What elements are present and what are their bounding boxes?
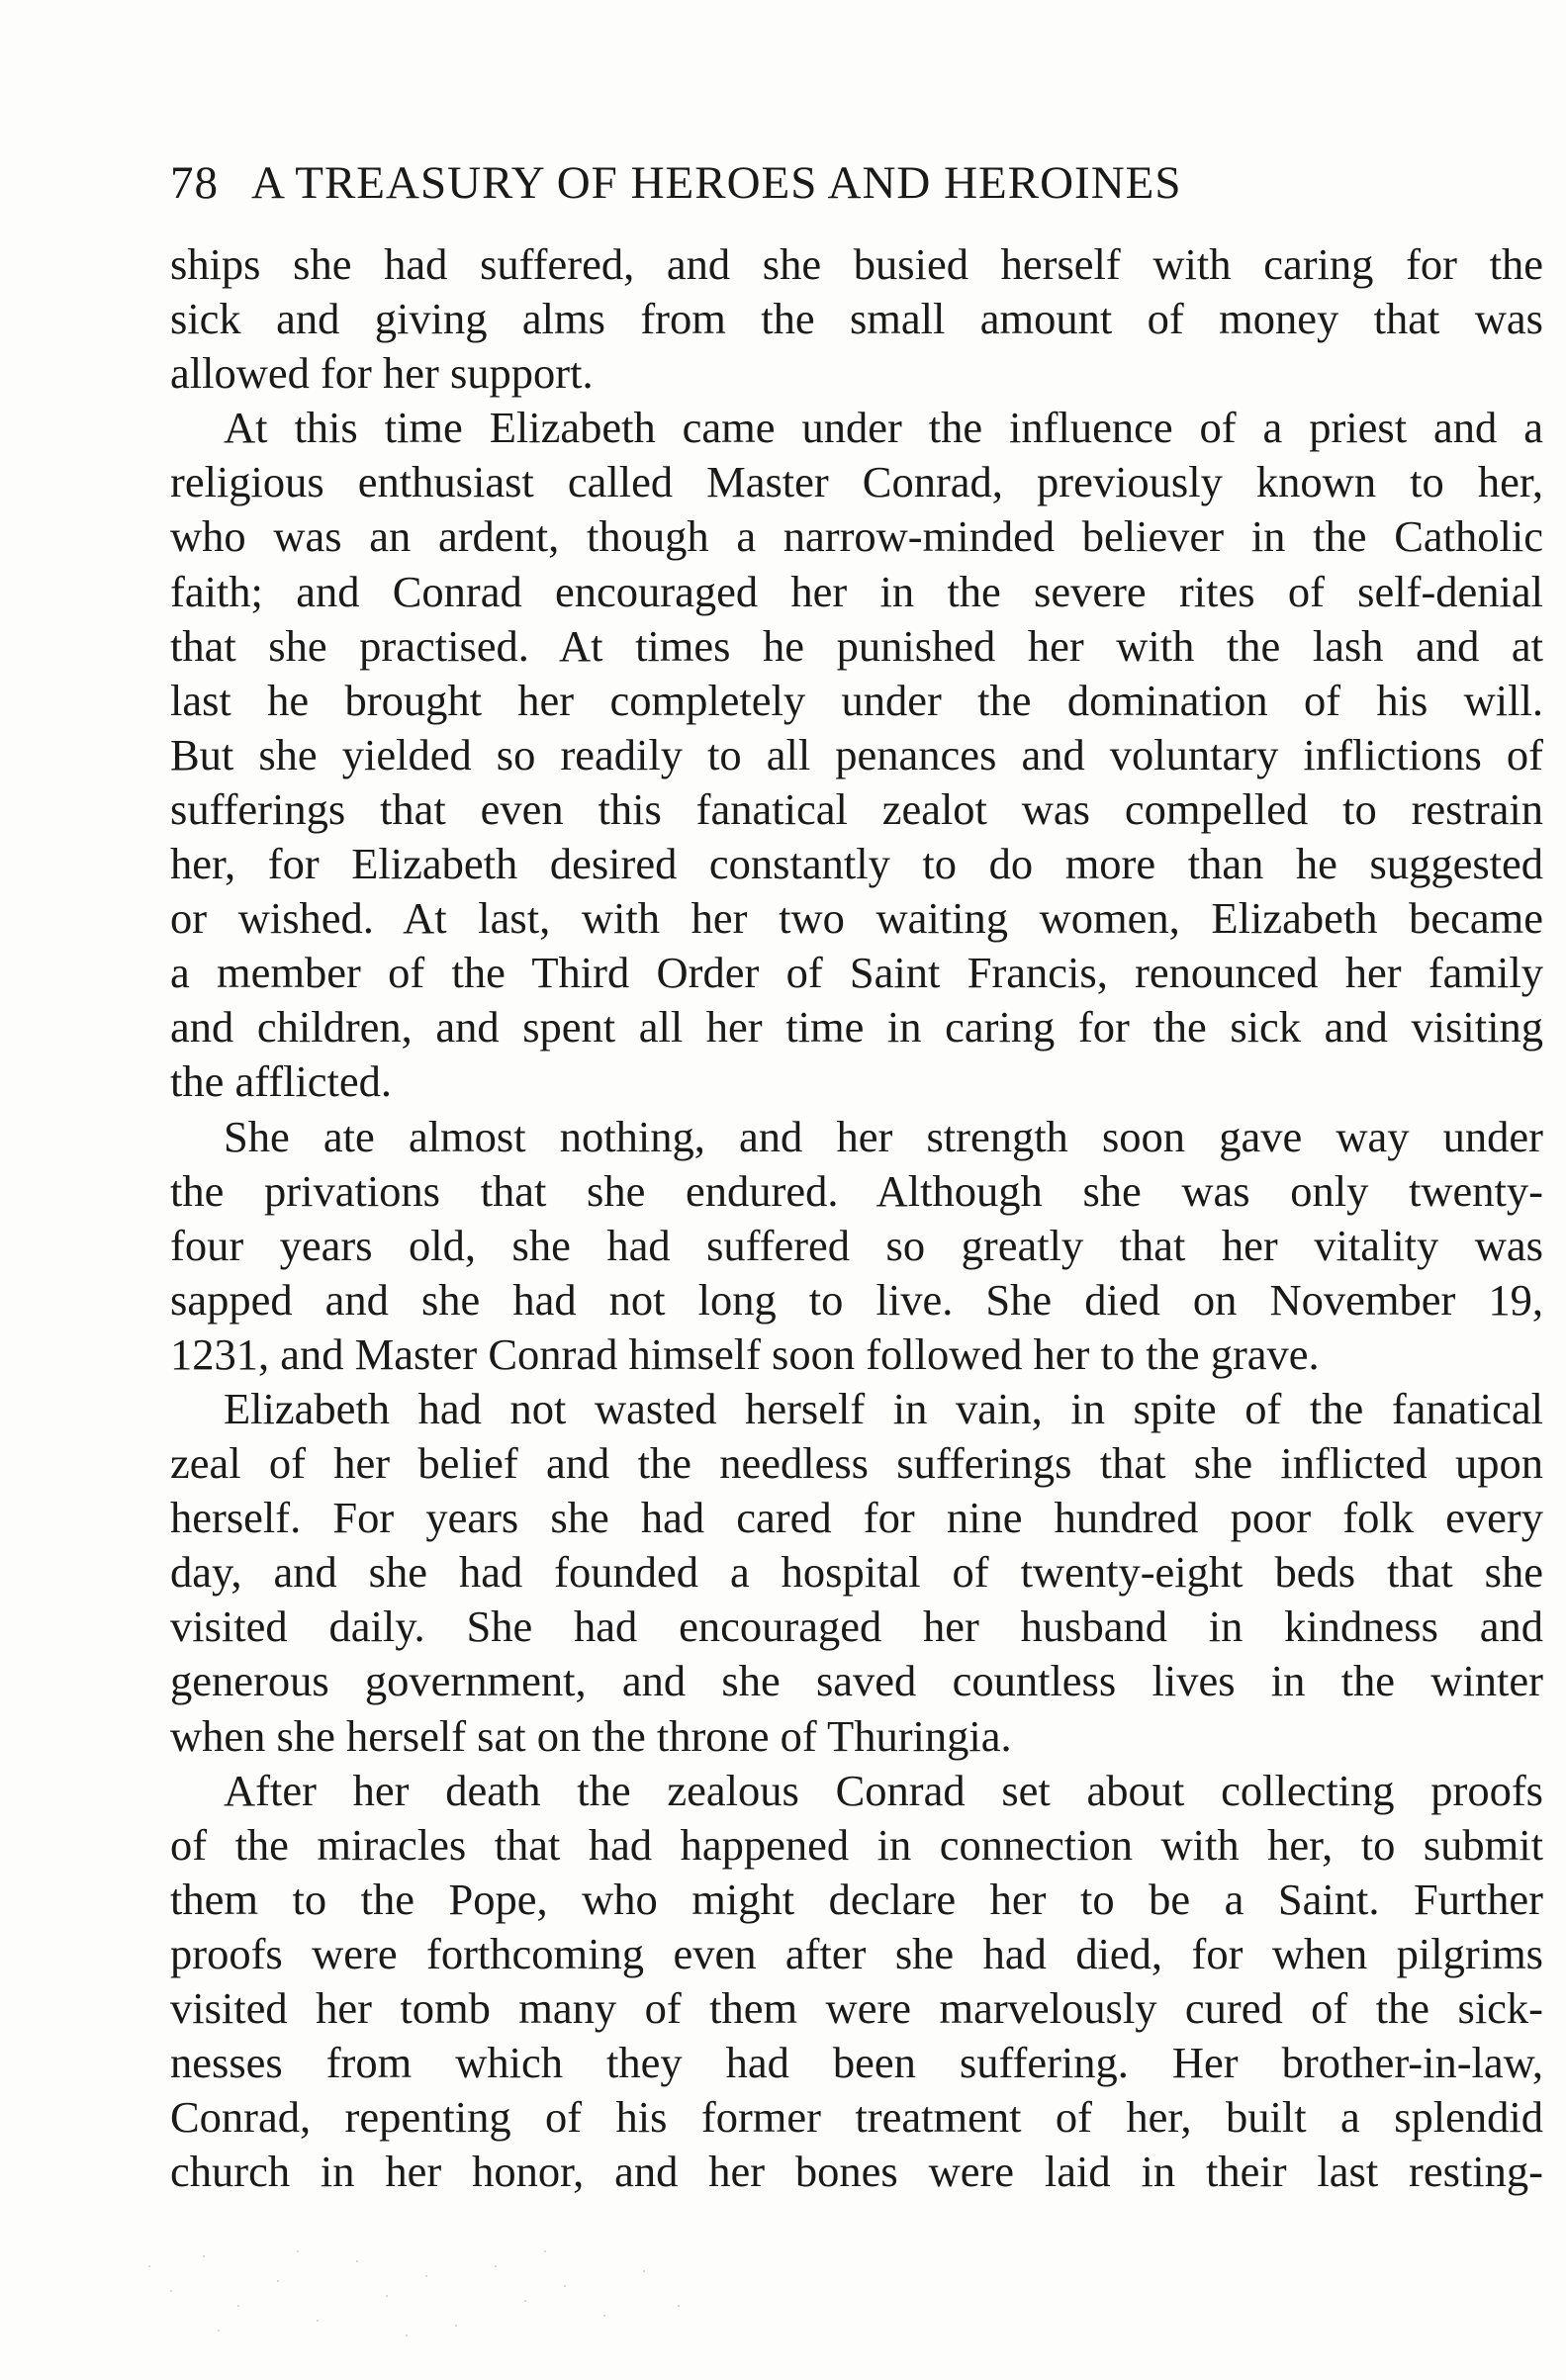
running-title: A TREASURY OF HEROES AND HEROINES: [251, 157, 1182, 209]
text-line: her, for Elizabeth desired constantly to do more than he suggested: [170, 839, 1543, 889]
text-line: sick and giving alms from the small amount of money that was: [170, 294, 1543, 344]
text-line: the afflicted.: [170, 1056, 393, 1107]
text-line: visited her tomb many of them were marvelously cured of the sick-: [170, 1983, 1543, 2033]
paper-speck: [386, 2295, 388, 2297]
paper-speck: [170, 2290, 172, 2292]
paper-speck: [544, 2250, 546, 2252]
paper-speck: [356, 2260, 358, 2262]
paper-speck: [203, 2255, 205, 2257]
text-line: and children, and spent all her time in caring for the sick and visiting: [170, 1002, 1543, 1053]
paper-speck: [564, 2285, 566, 2287]
text-line: of the miracles that had happened in connection with her, to submit: [170, 1819, 1543, 1870]
paper-speck: [643, 2270, 645, 2272]
paper-speck: [218, 2330, 220, 2332]
text-line: last he brought her completely under the domination of his will.: [170, 675, 1543, 725]
text-line: At this time Elizabeth came under the influence of a priest and a: [224, 403, 1543, 453]
text-line: ships she had suffered, and she busied herself with caring for the: [170, 239, 1543, 289]
text-line: zeal of her belief and the needless sufferings that she inflicted upon: [170, 1438, 1543, 1489]
paper-speck: [297, 2250, 299, 2252]
paper-speck: [406, 2334, 408, 2336]
paper-speck: [425, 2275, 427, 2277]
body-text: [170, 237, 1543, 2199]
running-header: [170, 148, 1397, 218]
text-line: Elizabeth had not wasted herself in vain, in spite of the fanatical: [224, 1383, 1543, 1433]
paper-speck: [495, 2265, 497, 2267]
text-line: four years old, she had suffered so greatly that her vitality was: [170, 1220, 1543, 1270]
text-line: sufferings that even this fanatical zealot was compelled to restrain: [170, 783, 1543, 834]
text-line: visited daily. She had encouraged her husband in kindness and: [170, 1602, 1543, 1652]
text-line: religious enthusiast called Master Conrad, previously known to her,: [170, 457, 1543, 507]
text-line: She ate almost nothing, and her strength soon gave way under: [224, 1111, 1543, 1161]
text-line: or wished. At last, with her two waiting women, Elizabeth became: [170, 893, 1543, 944]
paper-speck: [148, 2265, 150, 2267]
text-line: that she practised. At times he punished her with the lash and at: [170, 620, 1543, 671]
text-line: a member of the Third Order of Saint Francis, renounced her family: [170, 948, 1543, 998]
page-number: 78: [170, 157, 219, 209]
paper-speck: [317, 2320, 319, 2322]
paper-speck: [678, 2305, 680, 2307]
paper-speck: [603, 2315, 605, 2317]
text-line: After her death the zealous Conrad set about collecting proofs: [224, 1765, 1543, 1815]
paper-speck: [237, 2305, 239, 2307]
text-line: But she yielded so readily to all penances and voluntary inflictions of: [170, 729, 1543, 779]
text-line: Conrad, repenting of his former treatment of her, built a splendid: [170, 2092, 1543, 2143]
text-line: the privations that she endured. Although she was only twenty-: [170, 1165, 1543, 1216]
text-line: 1231, and Master Conrad himself soon followed her to the grave.: [170, 1328, 1320, 1379]
text-line: when she herself sat on the throne of Thuringia.: [170, 1710, 1012, 1761]
text-line: who was an ardent, though a narrow-minded believer in the Catholic: [170, 511, 1543, 562]
text-line: herself. For years she had cared for nine hundred poor folk every: [170, 1493, 1543, 1543]
paper-speck: [455, 2325, 457, 2327]
text-line: church in her honor, and her bones were laid in their last resting-: [170, 2147, 1543, 2197]
text-line: generous government, and she saved countless lives in the winter: [170, 1656, 1543, 1706]
paper-speck: [277, 2280, 279, 2282]
text-line: nesses from which they had been suffering. Her brother-in-law,: [170, 2038, 1543, 2088]
text-line: proofs were forthcoming even after she had died, for when pilgrims: [170, 1928, 1543, 1978]
paper-speck: [524, 2300, 526, 2302]
text-line: faith; and Conrad encouraged her in the severe rites of self-denial: [170, 566, 1543, 616]
text-line: day, and she had founded a hospital of twenty-eight beds that she: [170, 1547, 1543, 1598]
paper-speckles: [109, 2236, 722, 2354]
text-line: allowed for her support.: [170, 348, 594, 399]
text-line: sapped and she had not long to live. She died on November 19,: [170, 1274, 1543, 1325]
text-line: them to the Pope, who might declare her to be a Saint. Further: [170, 1874, 1543, 1924]
